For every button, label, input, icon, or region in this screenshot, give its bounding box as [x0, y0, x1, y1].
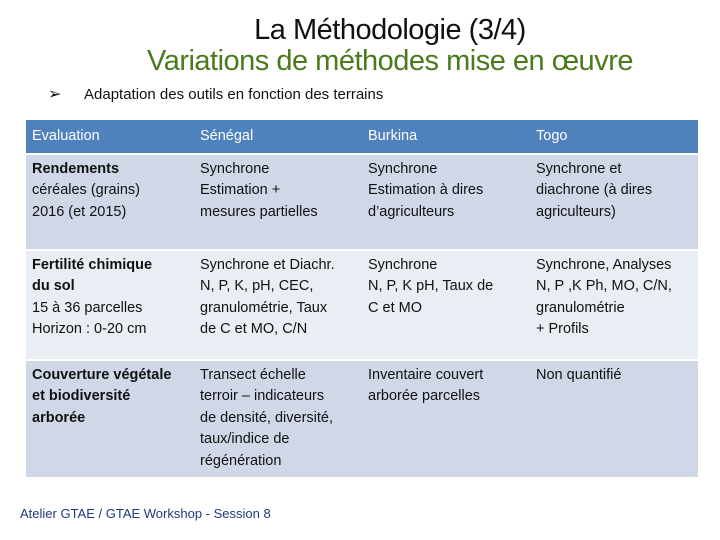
senegal-cell: [194, 360, 362, 478]
bullet-text: Adaptation des outils en fonction des terrains: [84, 85, 384, 103]
evaluation-title-line: Rendements: [32, 160, 120, 177]
senegal-cell: [194, 154, 362, 250]
senegal-cell: [194, 250, 362, 360]
cell-line: régénération: [200, 452, 282, 469]
cell-line: agriculteurs): [536, 203, 616, 220]
cell-line: diachrone (à dires: [536, 182, 653, 198]
cell-line: N, P ,K Ph, MO, C/N,: [536, 278, 672, 294]
evaluation-cell: [26, 250, 194, 360]
cell-line: Synchrone: [200, 160, 270, 177]
cell-line: taux/indice de: [200, 431, 290, 447]
table-header-row: [26, 120, 698, 154]
header-senegal: Sénégal: [194, 120, 362, 154]
evaluation-detail-line: 2016 (et 2015): [32, 203, 127, 220]
cell-line: Non quantifié: [536, 366, 622, 383]
methods-table: [26, 120, 698, 479]
bullet-point: [48, 84, 383, 104]
cell-line: C et MO: [368, 299, 422, 316]
cell-line: arborée parcelles: [368, 388, 481, 404]
table-row: [26, 360, 698, 478]
cell-line: mesures partielles: [200, 203, 318, 220]
cell-line: Estimation +: [200, 182, 281, 198]
cell-line: Synchrone: [368, 160, 438, 177]
header-burkina: Burkina: [362, 120, 530, 154]
evaluation-title-line: Fertilité chimique: [32, 256, 153, 273]
header-togo: Togo: [530, 120, 698, 154]
cell-line: Synchrone, Analyses: [536, 256, 672, 273]
cell-line: granulométrie: [536, 299, 625, 316]
cell-line: terroir – indicateurs: [200, 388, 325, 404]
cell-line: Synchrone et: [536, 160, 622, 177]
evaluation-detail-line: céréales (grains): [32, 182, 140, 198]
cell-line: Synchrone: [368, 256, 438, 273]
slide-title: La Méthodologie (3/4): [254, 14, 526, 46]
togo-cell: [530, 154, 698, 250]
cell-line: N, P, K pH, Taux de: [368, 278, 494, 294]
evaluation-title-line: Couverture végétale: [32, 366, 172, 383]
slide-subtitle: Variations de méthodes mise en œuvre: [147, 45, 633, 77]
arrow-bullet-icon: ➢: [48, 86, 62, 103]
cell-line: de densité, diversité,: [200, 409, 333, 426]
evaluation-title-line: arborée: [32, 409, 86, 426]
cell-line: Synchrone et Diachr.: [200, 256, 335, 273]
evaluation-detail-line: 15 à 36 parcelles: [32, 299, 143, 316]
evaluation-detail-line: Horizon : 0-20 cm: [32, 321, 147, 337]
evaluation-title-line: du sol: [32, 278, 75, 294]
cell-line: Estimation à dires: [368, 182, 484, 198]
cell-line: Inventaire couvert: [368, 366, 484, 383]
footer-text: Atelier GTAE / GTAE Workshop - Session 8: [20, 506, 271, 521]
togo-cell: [530, 360, 698, 478]
togo-cell: [530, 250, 698, 360]
cell-line: Transect échelle: [200, 366, 306, 383]
burkina-cell: [362, 360, 530, 478]
evaluation-cell: [26, 360, 194, 478]
evaluation-title-line: et biodiversité: [32, 388, 131, 404]
evaluation-cell: [26, 154, 194, 250]
burkina-cell: [362, 250, 530, 360]
cell-line: granulométrie, Taux: [200, 299, 328, 316]
table-row: [26, 250, 698, 360]
burkina-cell: [362, 154, 530, 250]
cell-line: de C et MO, C/N: [200, 321, 308, 337]
cell-line: N, P, K, pH, CEC,: [200, 278, 314, 294]
table-row: [26, 154, 698, 250]
header-evaluation: Evaluation: [26, 120, 194, 154]
cell-line: + Profils: [536, 321, 589, 337]
cell-line: d’agriculteurs: [368, 203, 455, 220]
